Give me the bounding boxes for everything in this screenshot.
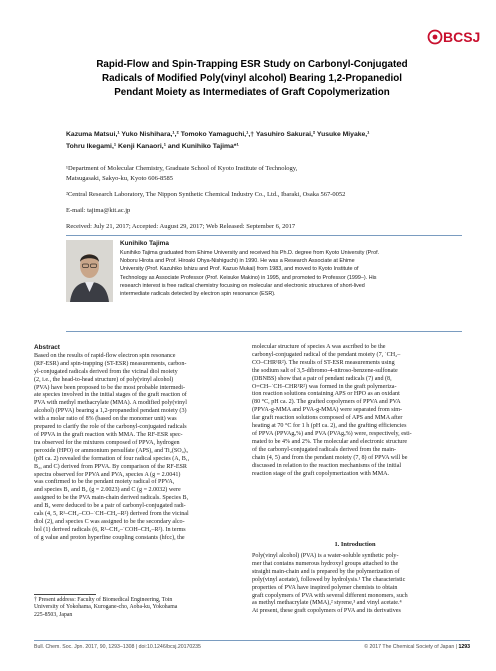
bio-line: Kunihiko Tajima graduated from Ehime University and received his Ph.D. degree from Kyoto University (Prof. [120,250,380,256]
copyright-text: © 2017 The Chemical Society of Japan | [364,644,459,650]
title-line: Radicals of Modified Poly(vinyl alcohol) Bearing 1,2-Propanediol [102,73,402,84]
text-line: as methyl methacrylate (MMA),² styrene,³ and vinyl acetate.⁴ [252,600,402,607]
text-line: assigned to be the PVA main-chain derived radicals. Species B₁ [34,495,189,502]
affiliation-2 [66,190,486,200]
text-line: mer that contains numerous hydroxyl groups attached to the [252,560,399,567]
divider [66,331,462,332]
portrait-image [66,240,113,302]
text-line: Poly(vinyl alcohol) (PVA) is a water-soluble synthetic poly- [252,553,399,559]
bio-line: Noboru Hirota and Prof. Hiroaki Ohya-Nishiguchi) in 1990. He was a Research Associate at Ehime [120,258,355,265]
footer-divider [34,640,470,641]
author-photo [66,240,113,302]
footnote-rule [34,594,96,595]
text-line: ate species involved in the initial stages of the graft reaction of [34,392,187,399]
text-line: molecular structure of species A was ascribed to be the [252,344,386,350]
text-line: mated to be 4% and 2%. The molecular and electronic structure [252,438,408,445]
text-line: graft copolymers of PVA with several different monomers, such [252,592,408,599]
text-line: of the carbonyl-conjugated radicals derived from the main- [252,446,396,453]
text-line: B₂, and C) derived from PPVA. By comparison of the RF-ESR [34,463,187,470]
text-line: and B₂ were deduced to be a pair of carbonyl-conjugated radi- [34,503,186,510]
logo-text: BCSJ [443,29,481,45]
text-line: PVA with methyl methacrylate (MMA). A modified poly(vinyl [34,400,187,407]
page-number: 1293 [458,644,470,650]
text-line: (2, i.e., the head-to-head structure) of poly(vinyl alcohol) [34,376,174,383]
text-line: poly(vinyl acetate), followed by hydrolysis.¹ The characteristic [252,576,406,583]
text-line: was confirmed to be the pendant moiety radical of PPVA, [34,479,175,486]
text-line: 225-8503, Japan [34,611,73,618]
text-line: O=CH–˙CH–CHR¹R²) was formed in the graft polymeriza- [252,383,397,390]
text-line: cals (4, 5, R¹–CH₂–CO–˙CH–CH₂–R²) derived from the vicinal [34,511,189,518]
text-line: Based on the results of rapid-flow electron spin resonance [34,352,176,359]
bio-line: Technology as Associate Professor (Prof. Keisuke Makino) in 1995, and promoted to Professor (1999–). His [120,274,377,281]
contact-email[interactable]: E-mail: tajima@kit.ac.jp [66,207,131,214]
bio-line: University (Prof. Kazuhiko Ishizu and Prof. Kazuo Mukai) from 1983, and moved to Kyoto Institute of [120,266,359,273]
text-line: University of Yokohama, Kurogane-cho, Aoba-ku, Yokohama [34,604,178,611]
text-line: At present, these graft copolymers of PVA and its derivatives [252,608,401,615]
text-line: heating at 70 °C for 1 h (pH ca. 2), and the grafting efficiencies [252,423,407,430]
text-line: diol (2), and species C was assigned to be the secondary alco- [34,518,185,525]
text-line: straight main-chain and is prepared by the polymerization of [252,568,400,575]
title-line: Rapid-Flow and Spin-Trapping ESR Study on Carbonyl-Conjugated [96,59,408,70]
text-line: † Present address: Faculty of Biomedical Engineering, Toin [34,597,173,603]
text-line: (RF-ESR) and spin-trapping (ST-ESR) measurements, carbon- [34,360,187,367]
text-line: chain (4, 5) and from the pendant moiety (7, 8) of PPVA will be [252,454,408,461]
title-line: Pendant Moiety as Intermediates of Graft Copolymerization [114,87,390,98]
abstract-left-column [34,344,240,543]
text-line: carbonyl-conjugated radical of the pendant moiety (7, ˙CH₂– [252,351,401,358]
footer-copyright [364,644,470,650]
text-line: yl-conjugated radicals derived from the vicinal diol moiety [34,368,178,375]
article-title [40,58,464,100]
text-line: spectra observed for PPVA and PVA, species A (g = 2.0041) [34,471,181,478]
journal-logo-mark [424,22,482,52]
text-line: (PVA) have been proposed to be the most probable intermedi- [34,384,186,391]
text-line: of g value and proton hyperfine coupling constants (hfcc), the [34,534,185,541]
author-line: Kazuma Matsui,¹ Yuko Nishihara,¹,² Tomoko Yamaguchi,¹,† Yasuhiro Sakurai,² Yusuke Miyake,¹ [66,131,370,138]
affiliation-line: ²Central Research Laboratory, The Nippon Synthetic Chemical Industry Co., Ltd., Ibaraki, Osaka 567-0052 [66,191,346,198]
text-line: peroxide (HPO) or ammonium persulfate (APS), and Ti₂(SO₄)₃ [34,447,188,454]
footnote [34,597,240,619]
bio-name: Kunihiko Tajima [120,240,169,247]
affiliation-1 [66,164,486,184]
text-line: (pH ca. 2) revealed the formation of four radical species (A, B₁, [34,455,190,462]
abstract-right-column [252,344,458,478]
text-line: tion reaction solutions containing APS or HPO as an oxidant [252,391,400,398]
text-line: (80 °C, pH ca. 2). The grafted copolymers of PPVA and PVA [252,399,401,406]
abstract-heading: Abstract [34,344,60,351]
divider [66,235,462,236]
text-line: discussed in relation to the reaction mechanisms of the initial [252,462,402,469]
bio-line: intermediate radicals detected by electron spin resonance (ESR). [120,291,276,298]
text-line: (DBNBS) show that a pair of pendant radicals (7) and (8, [252,375,392,382]
text-line: prepared to clarify the role of the carbonyl-conjugated radicals [34,424,187,431]
text-line: ilar graft reaction solutions composed of APS and MMA after [252,415,403,422]
text-line: hol (1) derived radicals (6, R¹–CH₂–˙COH–CH₂–R²). In terms [34,526,186,533]
text-line: properties of PVA have inspired polymer chemists to obtain [252,584,398,591]
bio-text [120,249,470,298]
author-line: Tohru Ikegami,¹ Kenji Kanaori,¹ and Kunihiko Tajima*¹ [66,143,239,150]
journal-logo [424,22,482,52]
text-line: and species B₁ and B₂ (g = 2.0023) and C (g = 2.0032) were [34,487,181,494]
text-line: tra observed for the mixtures composed of PPVA, hydrogen [34,439,180,446]
bio-line: research interest is free radical chemistry focusing on molecular and electronic structures of short-lived [120,282,365,289]
section-heading: 1. Introduction [334,541,376,548]
text-line: of PPVA in the graft reaction with MMA. The RF-ESR spec- [34,431,183,438]
text-line: of PPVA (PPVAgₑ%) and PVA (PVAgₑ%) were, respectively, esti- [252,430,412,437]
text-line: alcohol) (PPVA) bearing a 1,2-propanediol pendant moiety (3) [34,408,187,415]
text-line: (PPVA-g-MMA and PVA-g-MMA) were separated from sim- [252,407,403,414]
text-line: CO–CHR¹R²). The results of ST-ESR measurements using [252,359,395,366]
text-line: reaction stage of the graft copolymerization with MMA. [252,470,390,477]
text-line: the sodium salt of 3,5-dibromo-4-nitroso-benzene-sulfonate [252,367,398,374]
affiliation-line: Matsugasaki, Sakyo-ku, Kyoto 606-8585 [66,175,174,182]
introduction-text [252,553,458,616]
author-list [66,129,486,153]
affiliation-line: ¹Department of Molecular Chemistry, Graduate School of Kyoto Institute of Technology, [66,165,298,172]
publication-dates: Received: July 21, 2017; Accepted: August 29, 2017; Web Released: September 6, 2017 [66,223,296,230]
text-line: with a molar ratio of 8% (based on the monomer unit) was [34,416,177,423]
footer-citation: Bull. Chem. Soc. Jpn. 2017, 90, 1293–1308 | doi:10.1246/bcsj.20170235 [34,644,201,650]
